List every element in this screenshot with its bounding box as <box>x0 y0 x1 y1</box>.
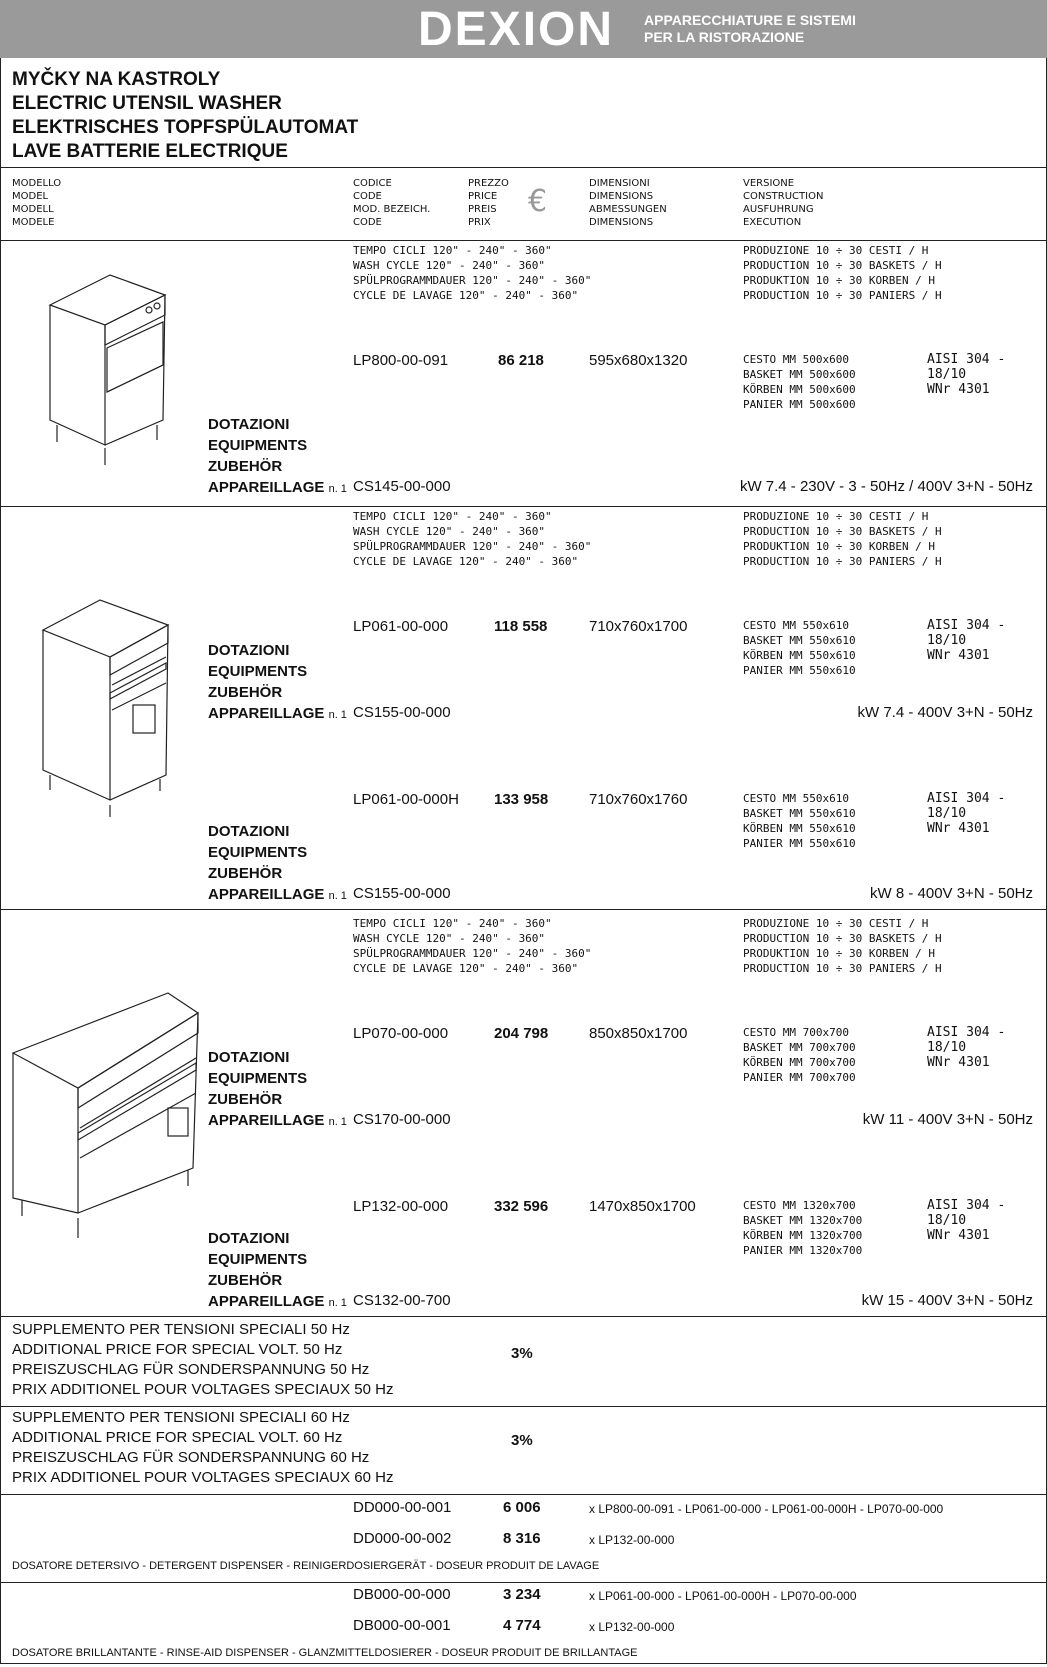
equipment-label: DOTAZIONI EQUIPMENTS ZUBEHÖR APPAREILLAGE n. 1 <box>208 416 347 496</box>
production-rate: PRODUZIONE 10 ÷ 30 CESTI / H PRODUCTION 10 ÷ 30 BASKETS / H PRODUKTION 10 ÷ 30 KORBEN / H PRODUCTION 10 ÷ 30 PANIERS / H <box>743 244 942 302</box>
page-title: MYČKY NA KASTROLY ELECTRIC UTENSIL WASHER ELEKTRISCHES TOPFSPÜLAUTOMAT LAVE BATTERIE ELECTRIQUE <box>12 69 359 162</box>
detergent-label: DOSATORE DETERSIVO - DETERGENT DISPENSER - REINIGERDOSIERGERÄT - DOSEUR PRODUIT DE LAVAGE <box>12 1560 600 1572</box>
rinse-compatibility: x LP061-00-000 - LP061-00-000H - LP070-00-000 <box>589 1589 857 1603</box>
equipment-label: DOTAZIONI EQUIPMENTS ZUBEHÖR APPAREILLAGE n. 1 <box>208 1049 347 1129</box>
divider <box>0 1316 1047 1317</box>
header-code: CODICE CODE MOD. BEZEICH. CODE <box>353 178 431 228</box>
power-spec: kW 8 - 400V 3+N - 50Hz <box>870 885 1033 902</box>
divider <box>0 240 1047 241</box>
rinse-code: DB000-00-000 <box>353 1586 451 1603</box>
model-dimensions: 1470x850x1700 <box>589 1198 696 1215</box>
model-price: 133 958 <box>494 791 549 808</box>
accessory-code: CS132-00-700 <box>353 1292 451 1309</box>
rinse-label: DOSATORE BRILLANTANTE - RINSE-AID DISPENSER - GLANZMITTELDOSIERER - DOSEUR PRODUIT DE BRILLANTAGE <box>12 1647 638 1659</box>
euro-icon: € <box>528 184 548 219</box>
washer-illustration-medium <box>38 585 173 820</box>
washer-illustration-large <box>8 988 203 1243</box>
cycle-times: TEMPO CICLI 120" - 240" - 360" WASH CYCLE 120" - 240" - 360" SPÜLPROGRAMMDAUER 120" - 240" - 360" CYCLE DE LAVAGE 120" - 240" - 360" <box>353 244 592 302</box>
detergent-compatibility: x LP132-00-000 <box>589 1533 675 1547</box>
model-price: 86 218 <box>498 352 544 369</box>
header-price: PREZZO PRICE PREIS PRIX <box>468 178 509 228</box>
supplement-60hz-value: 3% <box>511 1432 533 1449</box>
header-model: MODELLO MODEL MODELL MODELE <box>12 178 62 228</box>
divider <box>0 506 1047 507</box>
header-dimensions: DIMENSIONI DIMENSIONS ABMESSUNGEN DIMENSIONS <box>589 178 667 228</box>
brand-tagline: APPARECCHIATURE E SISTEMI PER LA RISTORAZIONE <box>644 12 856 45</box>
power-spec: kW 11 - 400V 3+N - 50Hz <box>862 1111 1033 1128</box>
detergent-code: DD000-00-001 <box>353 1499 452 1516</box>
detergent-price: 8 316 <box>503 1530 541 1547</box>
divider <box>0 1406 1047 1407</box>
supplement-50hz-value: 3% <box>511 1345 533 1362</box>
material-spec: AISI 304 - 18/10 WNr 4301 <box>927 1025 1006 1070</box>
basket-size: CESTO MM 500x600 BASKET MM 500x600 KÖRBEN MM 500x600 PANIER MM 500x600 <box>743 353 856 411</box>
power-spec: kW 7.4 - 230V - 3 - 50Hz / 400V 3+N - 50Hz <box>739 478 1033 495</box>
model-price: 204 798 <box>494 1025 549 1042</box>
divider <box>0 909 1047 910</box>
divider <box>0 1582 1047 1583</box>
cycle-times: TEMPO CICLI 120" - 240" - 360" WASH CYCLE 120" - 240" - 360" SPÜLPROGRAMMDAUER 120" - 240" - 360" CYCLE DE LAVAGE 120" - 240" - 360" <box>353 510 592 568</box>
divider <box>0 1494 1047 1495</box>
material-spec: AISI 304 - 18/10 WNr 4301 <box>927 352 1006 397</box>
model-price: 332 596 <box>494 1198 549 1215</box>
model-dimensions: 595x680x1320 <box>589 352 688 369</box>
detergent-compatibility: x LP800-00-091 - LP061-00-000 - LP061-00-000H - LP070-00-000 <box>589 1502 944 1516</box>
supplement-60hz: SUPPLEMENTO PER TENSIONI SPECIALI 60 Hz ADDITIONAL PRICE FOR SPECIAL VOLT. 60 Hz PREISZUSCHLAG FÜR SONDERSPANNUNG 60 Hz PRIX ADDITIONEL POUR VOLTAGES SPECIAUX 60 Hz <box>12 1409 394 1486</box>
detergent-price: 6 006 <box>503 1499 541 1516</box>
accessory-code: CS170-00-000 <box>353 1111 451 1128</box>
brand-logo: DEXION <box>418 3 615 56</box>
accessory-code: CS145-00-000 <box>353 478 451 495</box>
divider <box>0 167 1047 168</box>
production-rate: PRODUZIONE 10 ÷ 30 CESTI / H PRODUCTION 10 ÷ 30 BASKETS / H PRODUKTION 10 ÷ 30 KORBEN / H PRODUCTION 10 ÷ 30 PANIERS / H <box>743 917 942 975</box>
equipment-label: DOTAZIONI EQUIPMENTS ZUBEHÖR APPAREILLAGE n. 1 <box>208 823 347 903</box>
power-spec: kW 15 - 400V 3+N - 50Hz <box>861 1292 1033 1309</box>
model-code: LP061-00-000H <box>353 791 459 808</box>
rinse-price: 3 234 <box>503 1586 541 1603</box>
rinse-price: 4 774 <box>503 1617 541 1634</box>
washer-illustration-small <box>45 270 170 470</box>
basket-size: CESTO MM 700x700 BASKET MM 700x700 KÖRBEN MM 700x700 PANIER MM 700x700 <box>743 1026 856 1084</box>
basket-size: CESTO MM 550x610 BASKET MM 550x610 KÖRBEN MM 550x610 PANIER MM 550x610 <box>743 792 856 850</box>
model-price: 118 558 <box>494 618 548 635</box>
model-dimensions: 710x760x1760 <box>589 791 688 808</box>
supplement-50hz: SUPPLEMENTO PER TENSIONI SPECIALI 50 Hz ADDITIONAL PRICE FOR SPECIAL VOLT. 50 Hz PREISZUSCHLAG FÜR SONDERSPANNUNG 50 Hz PRIX ADDITIONEL POUR VOLTAGES SPECIAUX 50 Hz <box>12 1321 394 1398</box>
cycle-times: TEMPO CICLI 120" - 240" - 360" WASH CYCLE 120" - 240" - 360" SPÜLPROGRAMMDAUER 120" - 240" - 360" CYCLE DE LAVAGE 120" - 240" - 360" <box>353 917 592 975</box>
model-dimensions: 710x760x1700 <box>589 618 688 635</box>
model-code: LP070-00-000 <box>353 1025 449 1042</box>
equipment-label: DOTAZIONI EQUIPMENTS ZUBEHÖR APPAREILLAGE n. 1 <box>208 642 347 722</box>
header-version: VERSIONE CONSTRUCTION AUSFUHRUNG EXECUTION <box>743 178 824 228</box>
power-spec: kW 7.4 - 400V 3+N - 50Hz <box>857 704 1033 721</box>
detergent-code: DD000-00-002 <box>353 1530 452 1547</box>
accessory-code: CS155-00-000 <box>353 885 451 902</box>
model-code: LP800-00-091 <box>353 352 449 369</box>
basket-size: CESTO MM 1320x700 BASKET MM 1320x700 KÖRBEN MM 1320x700 PANIER MM 1320x700 <box>743 1199 863 1257</box>
equipment-label: DOTAZIONI EQUIPMENTS ZUBEHÖR APPAREILLAGE n. 1 <box>208 1230 347 1310</box>
basket-size: CESTO MM 550x610 BASKET MM 550x610 KÖRBEN MM 550x610 PANIER MM 550x610 <box>743 619 856 677</box>
rinse-code: DB000-00-001 <box>353 1617 451 1634</box>
model-code: LP132-00-000 <box>353 1198 449 1215</box>
rinse-compatibility: x LP132-00-000 <box>589 1620 675 1634</box>
production-rate: PRODUZIONE 10 ÷ 30 CESTI / H PRODUCTION 10 ÷ 30 BASKETS / H PRODUKTION 10 ÷ 30 KORBEN / H PRODUCTION 10 ÷ 30 PANIERS / H <box>743 510 942 568</box>
material-spec: AISI 304 - 18/10 WNr 4301 <box>927 1198 1006 1243</box>
material-spec: AISI 304 - 18/10 WNr 4301 <box>927 791 1006 836</box>
model-dimensions: 850x850x1700 <box>589 1025 688 1042</box>
material-spec: AISI 304 - 18/10 WNr 4301 <box>927 618 1006 663</box>
model-code: LP061-00-000 <box>353 618 449 635</box>
accessory-code: CS155-00-000 <box>353 704 451 721</box>
